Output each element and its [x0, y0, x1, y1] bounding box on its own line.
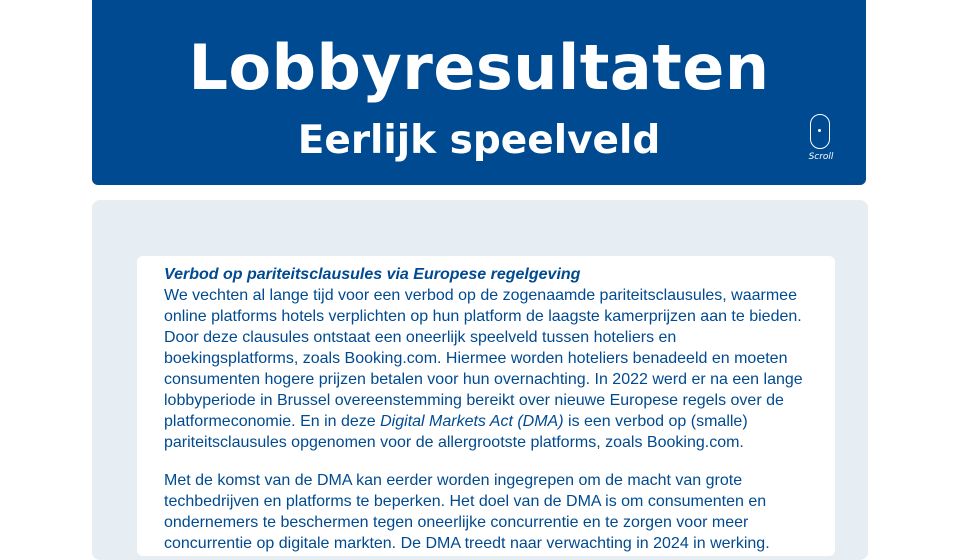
scroll-wheel-dot	[818, 129, 821, 132]
article-paragraph-2: Met de komst van de DMA kan eerder worden ingegrepen om de macht van grote techbedrijven en platforms te beperken. Het doel van de DMA is om consumenten en ondernemers te beschermen tegen oneerlijke concurrentie en te zorgen voor meer concurrentie op digitale markten. De DMA treedt naar verwachting in 2024 in werking.	[164, 472, 770, 552]
article-content	[164, 264, 814, 554]
mouse-icon	[810, 114, 830, 149]
page-subtitle: Eerlijk speelveld	[297, 118, 661, 163]
page-title: Lobbyresultaten	[188, 31, 770, 104]
scroll-label: Scroll	[808, 152, 834, 162]
hero-banner	[92, 0, 866, 185]
scroll-indicator[interactable]	[804, 114, 838, 164]
article-card	[137, 256, 835, 556]
paragraph-1-text-start: We vechten al lange tijd voor een verbod op de zogenaamde pariteitsclausules, waarmee online platforms hotels verplichten op hun platform de laagste kamerprijzen aan te bieden. Door deze clausules ontstaat een oneerlijk speelveld tussen hoteliers en boekingsplatforms, zoals Booking.com. Hiermee worden hoteliers benadeeld en moeten consumenten hogere prijzen betalen voor hun overnachting. In 2022 werd er na een lange lobbyperiode in Brussel overeenstemming bereikt over nieuwe Europese regels over de platformeconomie. En in deze	[164, 287, 803, 430]
dma-emphasis: Digital Markets Act (DMA)	[380, 413, 564, 430]
article-paragraph-1	[164, 285, 814, 453]
paragraph-1-text-end: is een verbod op (smalle) pariteitsclausules opgenomen voor de allergrootste platforms, zoals Booking.com.	[164, 413, 748, 451]
article-heading: Verbod op pariteitsclausules via Europese regelgeving	[164, 266, 581, 283]
